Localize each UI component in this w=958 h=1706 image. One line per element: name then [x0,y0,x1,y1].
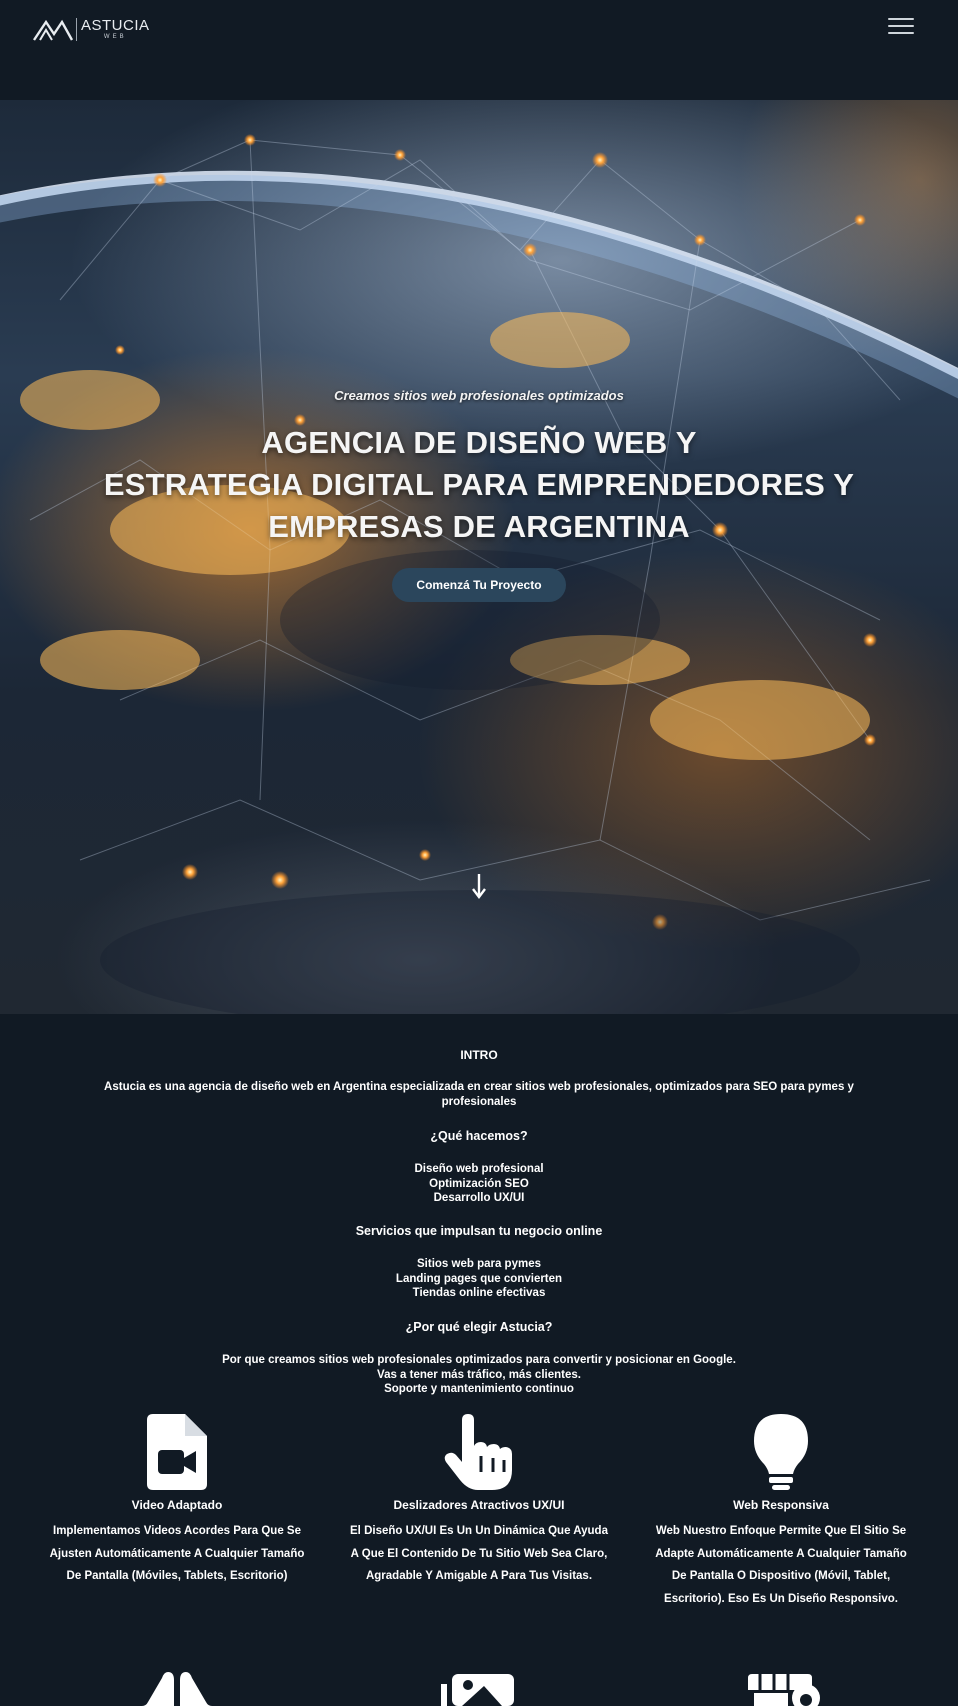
section-heading: Servicios que impulsan tu negocio online [355,1224,603,1238]
list-item: Landing pages que convierten [395,1272,563,1285]
feature-description: Web Nuestro Enfoque Permite Que El Sitio Se Adapte Automáticamente A Cualquier Tamaño De Pantalla O Dispositivo (Móvil, Tablet, Escritorio). Eso Es Un Diseño Responsivo. [655,1525,907,1605]
feature-description: El Diseño UX/UI Es Un Un Dinámica Que Ayuda A Que El Contenido De Tu Sitio Web Sea Claro, Agradable Y Amigable A Para Tus Visitas. [350,1525,608,1582]
feature-video [32,1414,322,1588]
pointer-hand-icon [444,1414,514,1490]
service-list [0,1162,958,1206]
hero-title-line: EMPRESAS DE ARGENTINA [268,509,690,544]
hamburger-menu-icon[interactable] [888,18,914,38]
scroll-down-arrow-icon[interactable] [470,872,488,900]
feature-description: Implementamos Videos Acordes Para Que Se Ajusten Automáticamente A Cualquier Tamaño De Pantalla (Móviles, Tablets, Escritorio) [49,1525,305,1582]
list-item: Vas a tener más tráfico, más clientes. [377,1368,581,1381]
feature-ux-sliders [334,1414,624,1588]
intro-lead: Astucia es una agencia de diseño web en Argentina especializada en crear sitios web profesionales, optimizados para SEO para pymes y profesionales [104,1081,854,1108]
list-item: Por que creamos sitios web profesionales optimizados para convertir y posicionar en Google. [222,1354,736,1366]
logo-text [76,18,150,41]
logo-mountain-icon [32,16,74,42]
list-item: Optimización SEO [429,1177,529,1190]
hero-title [60,422,898,548]
start-project-button[interactable]: Comenzá Tu Proyecto [392,568,566,602]
section-heading: ¿Qué hacemos? [430,1129,528,1143]
hero-tagline: Creamos sitios web profesionales optimizados [334,388,624,403]
feature-responsive [636,1414,926,1610]
service-list [0,1257,958,1301]
feature-title: Web Responsiva [733,1498,829,1512]
section-heading: ¿Por qué elegir Astucia? [405,1320,553,1334]
logo-sub-text: WEB [103,33,127,40]
logo-main-text: ASTUCIA [81,16,150,34]
site-header [0,0,958,100]
store-icon [744,1674,822,1706]
images-icon [440,1674,518,1706]
file-video-icon [147,1414,207,1490]
lightbulb-icon [754,1414,808,1490]
hero-section [0,100,958,1014]
list-item: Desarrollo UX/UI [433,1192,525,1204]
feature-title: Deslizadores Atractivos UX/UI [393,1498,565,1512]
intro-label: INTRO [460,1048,498,1062]
list-item: Diseño web profesional [414,1163,544,1175]
praying-hands-icon [138,1672,216,1706]
reasons-list [0,1353,958,1397]
list-item: Sitios web para pymes [417,1258,541,1270]
list-item: Tiendas online efectivas [412,1287,546,1299]
logo[interactable] [32,14,152,44]
feature-title: Video Adaptado [131,1498,223,1512]
hero-title-line: ESTRATEGIA DIGITAL PARA EMPRENDEDORES Y [103,467,855,502]
list-item: Soporte y mantenimiento continuo [384,1383,574,1395]
hero-title-line: AGENCIA DE DISEÑO WEB Y [261,425,697,460]
